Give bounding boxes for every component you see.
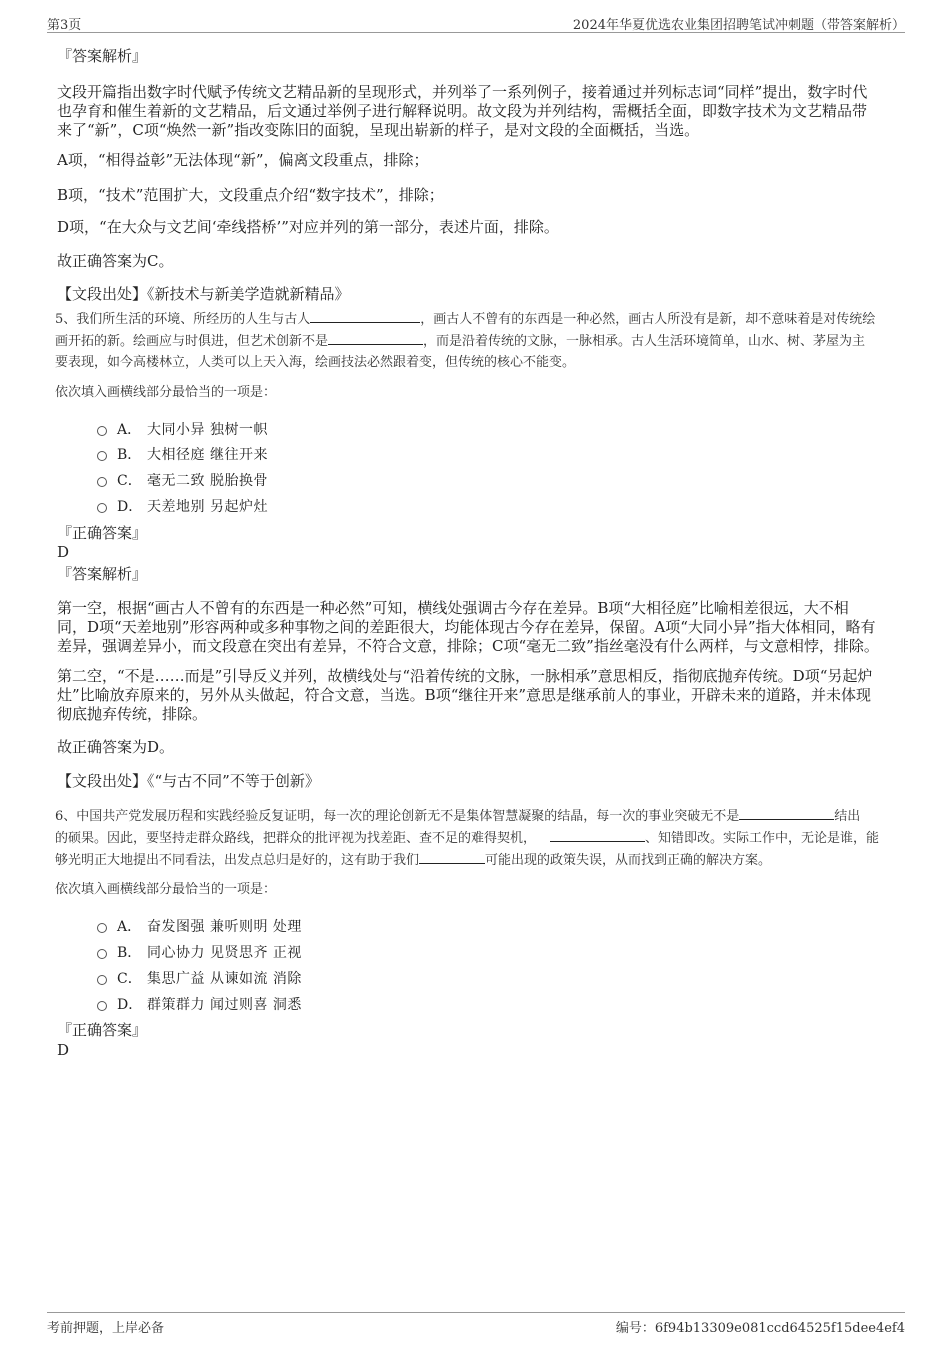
q4-option-a-analysis: A项，“相得益彰”无法体现“新”，偏离文段重点，排除； — [57, 151, 429, 169]
q5-answer-label: 『正确答案』 — [57, 524, 148, 542]
q6-option-d[interactable]: D． 群策群力 闻过则喜 洞悉 — [97, 994, 302, 1014]
text-line: 5、我们所生活的环境、所经历的人生与古人 ，画古人不曾有的东西是一种必然，画古人所没有是新，却不意味着是对传统绘 — [55, 308, 907, 330]
q5-option-c[interactable]: C． 毫无二致 脱胎换骨 — [97, 470, 268, 490]
q6-option-a[interactable]: A． 奋发图强 兼听则明 处理 — [97, 916, 302, 936]
q5-final-answer: 故正确答案为D。 — [57, 738, 175, 756]
radio-icon[interactable] — [97, 975, 107, 985]
q5-prompt: 依次填入画横线部分最恰当的一项是： — [55, 385, 277, 400]
document-code: 编号：6f94b13309e081ccd64525f15dee4ef4 — [615, 1321, 905, 1336]
q5-option-a[interactable]: A． 大同小异 独树一帜 — [97, 419, 268, 439]
text-line: 第二空，“不是……而是”引导反义并列，故横线处与“沿着传统的文脉，一脉相承”意思相反，指彻底抛弃传统。D项“另起炉 — [57, 667, 873, 685]
radio-icon[interactable] — [97, 949, 107, 959]
text-line: 要表现，如今高楼林立，人类可以上天入海，绘画技法必然跟着变，但传统的核心不能变。 — [55, 355, 576, 370]
q6-prompt: 依次填入画横线部分最恰当的一项是： — [55, 882, 277, 897]
q5-source: 【文段出处】《“与古不同”不等于创新》 — [57, 772, 320, 790]
page-number: 第3页 — [47, 18, 82, 33]
q5-stem — [55, 308, 907, 373]
text-line: 也孕育和催生着新的文艺精品，后文通过举例子进行解释说明。故文段为并列结构，需概括全面，即数字技术为文艺精品带 — [57, 102, 868, 120]
q5-option-b[interactable]: B． 大相径庭 继往开来 — [97, 444, 268, 464]
text-line: 灶”比喻放弃原来的，另外从头做起，符合文意，当选。B项“继往开来”意思是继承前人的事业，开辟未来的道路，并未体现 — [57, 686, 872, 704]
fill-blank — [328, 330, 423, 345]
q5-analysis-paragraph-1 — [57, 599, 907, 656]
text-line: 的硕果。因此，要坚持走群众路线，把群众的批评视为找差距、查不足的难得契机， 、知错即改。实际工作中，无论是谁，能 — [55, 827, 907, 849]
text-line: 同，D项“天差地别”形容两种或多种事物之间的差距很大，均能体现古今存在差异，保留。A项“大同小异”指大体相同，略有 — [57, 618, 876, 636]
text-line: 画开拓的新。绘画应与时俱进，但艺术创新不是 ，而是沿着传统的文脉，一脉相承。古人生活环境简单，山水、树、茅屋为主 — [55, 330, 907, 352]
q5-answer: D — [57, 543, 70, 561]
document-title: 2024年华夏优选农业集团招聘笔试冲刺题（带答案解析） — [572, 18, 905, 33]
q5-option-d[interactable]: D． 天差地别 另起炉灶 — [97, 496, 268, 516]
fill-blank — [739, 805, 834, 820]
fill-blank — [419, 849, 485, 864]
q6-option-b[interactable]: B． 同心协力 见贤思齐 正视 — [97, 942, 302, 962]
radio-icon[interactable] — [97, 451, 107, 461]
q4-analysis-label: 『答案解析』 — [57, 47, 148, 65]
text-line: 差异，强调差异小，而文段意在突出有差异，不符合文意，排除；C项“毫无二致”指丝毫没有什么两样，与文意相悖，排除。 — [57, 637, 879, 655]
q6-answer: D — [57, 1041, 70, 1059]
q4-option-b-analysis: B项，“技术”范围扩大，文段重点介绍“数字技术”，排除； — [57, 186, 444, 204]
text-line: 文段开篇指出数字时代赋予传统文艺精品新的呈现形式，并列举了一系列例子，接着通过并列标志词“同样”提出，数字时代 — [57, 83, 868, 101]
radio-icon[interactable] — [97, 1001, 107, 1011]
q5-analysis-label: 『答案解析』 — [57, 565, 148, 583]
text-line: 来了“新”，C项“焕然一新”指改变陈旧的面貌，呈现出崭新的样子，是对文段的全面概括，当选。 — [57, 121, 700, 139]
q6-stem — [55, 805, 907, 871]
q4-option-d-analysis: D项，“在大众与文艺间‘牵线搭桥’”对应并列的第一部分，表述片面，排除。 — [57, 218, 559, 236]
page-footer — [47, 1312, 905, 1335]
q4-final-answer: 故正确答案为C。 — [57, 252, 174, 270]
radio-icon[interactable] — [97, 923, 107, 933]
text-line: 够光明正大地提出不同看法，出发点总归是好的，这有助于我们 可能出现的政策失误，从而找到正确的解决方案。 — [55, 849, 907, 871]
text-line: 6、中国共产党发展历程和实践经验反复证明，每一次的理论创新无不是集体智慧凝聚的结晶，每一次的事业突破无不是 结出 — [55, 805, 907, 827]
fill-blank — [310, 308, 420, 323]
text-line: 彻底抛弃传统，排除。 — [57, 705, 208, 723]
radio-icon[interactable] — [97, 503, 107, 513]
q4-source: 【文段出处】《新技术与新美学造就新精品》 — [57, 285, 350, 303]
q4-analysis-paragraph — [57, 83, 907, 140]
q6-answer-label: 『正确答案』 — [57, 1021, 148, 1039]
text-line: 第一空，根据“画古人不曾有的东西是一种必然”可知，横线处强调古今存在差异。B项“大相径庭”比喻相差很远，大不相 — [57, 599, 849, 617]
fill-blank — [550, 827, 645, 842]
footer-slogan: 考前押题，上岸必备 — [47, 1321, 165, 1336]
page-header — [47, 10, 905, 33]
radio-icon[interactable] — [97, 426, 107, 436]
q6-option-c[interactable]: C． 集思广益 从谏如流 消除 — [97, 968, 302, 988]
q5-analysis-paragraph-2 — [57, 667, 907, 724]
radio-icon[interactable] — [97, 477, 107, 487]
